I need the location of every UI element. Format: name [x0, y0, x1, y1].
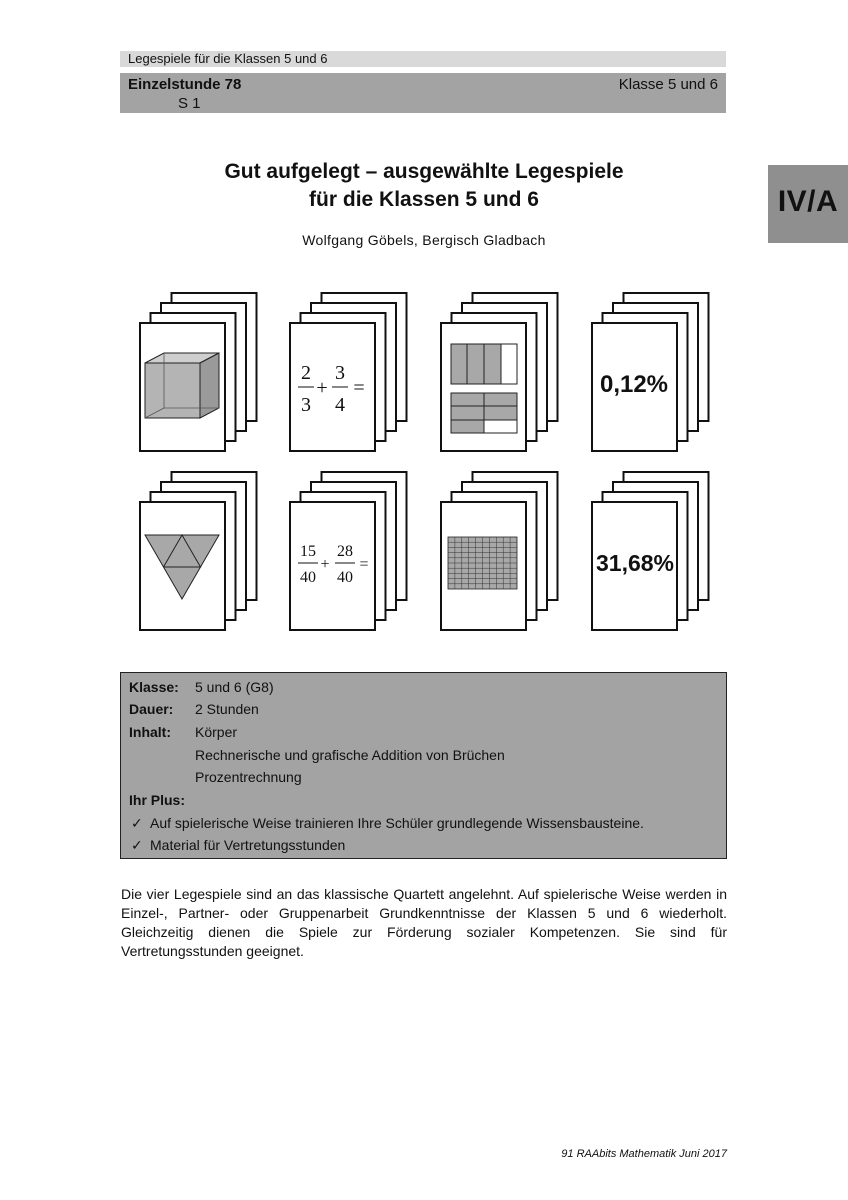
- series-label: Legespiele für die Klassen 5 und 6: [128, 51, 328, 66]
- card-stacks: [140, 293, 709, 630]
- section-tab-label: IV/A: [777, 185, 839, 218]
- fraction-c-denominator: 40: [300, 569, 316, 586]
- check-icon: ✓: [131, 837, 143, 853]
- fraction-a-numerator: 2: [301, 362, 311, 384]
- grade-label: Klasse 5 und 6: [618, 76, 718, 93]
- klasse-value: 5 und 6 (G8): [195, 679, 274, 695]
- author: Wolfgang Göbels, Bergisch Gladbach: [302, 232, 546, 248]
- info-box: [120, 672, 727, 859]
- title-line-2: für die Klassen 5 und 6: [309, 188, 539, 211]
- cube-illustration: [145, 353, 219, 418]
- check-icon: ✓: [131, 815, 143, 831]
- equals-sign-2: =: [359, 556, 369, 573]
- intro-paragraph: Die vier Legespiele sind an das klassische Quartett angelehnt. Auf spielerische Weise werden in Einzel-, Partner- oder Gruppenarbeit Grundkenntnisse der Klassen 5 und 6 wiederholt. Gleichzeitig dienen die Spiele zur Förderung sozialer Kompetenzen. Sie sind für Vertretungsstunden geeignet.: [121, 886, 727, 959]
- plus-item-1: Auf spielerische Weise trainieren Ihre Schüler grundlegende Wissensbausteine.: [150, 815, 644, 831]
- percent-card-2: 31,68%: [595, 550, 675, 576]
- title-line-1: Gut aufgelegt – ausgewählte Legespiele: [224, 160, 624, 183]
- fraction-b-denominator: 4: [335, 394, 345, 416]
- page-label: S 1: [178, 95, 201, 112]
- footer-source: 91 RAAbits Mathematik Juni 2017: [561, 1148, 727, 1160]
- percent-card-1: 0,12%: [599, 371, 669, 398]
- equals-sign: =: [353, 377, 365, 399]
- unit-label: Einzelstunde 78: [128, 76, 242, 93]
- plus-sign-2: +: [320, 556, 330, 573]
- inhalt-item-1: Körper: [195, 724, 238, 740]
- plus-label: Ihr Plus:: [129, 792, 186, 808]
- fraction-c-numerator: 15: [300, 543, 316, 560]
- klasse-label: Klasse:: [129, 679, 179, 695]
- inhalt-item-2: Rechnerische und grafische Addition von Brüchen: [195, 747, 505, 763]
- plus-item-2: Material für Vertretungsstunden: [150, 837, 346, 853]
- inhalt-item-3: Prozentrechnung: [195, 769, 302, 785]
- fraction-d-numerator: 28: [337, 543, 353, 560]
- dauer-value: 2 Stunden: [195, 701, 259, 717]
- hundred-grid-illustration: [448, 537, 517, 589]
- inhalt-label: Inhalt:: [129, 724, 171, 740]
- fraction-b-numerator: 3: [335, 362, 345, 384]
- fraction-a-denominator: 3: [301, 394, 311, 416]
- dauer-label: Dauer:: [129, 701, 174, 717]
- plus-sign: +: [316, 377, 328, 399]
- fraction-d-denominator: 40: [337, 569, 353, 586]
